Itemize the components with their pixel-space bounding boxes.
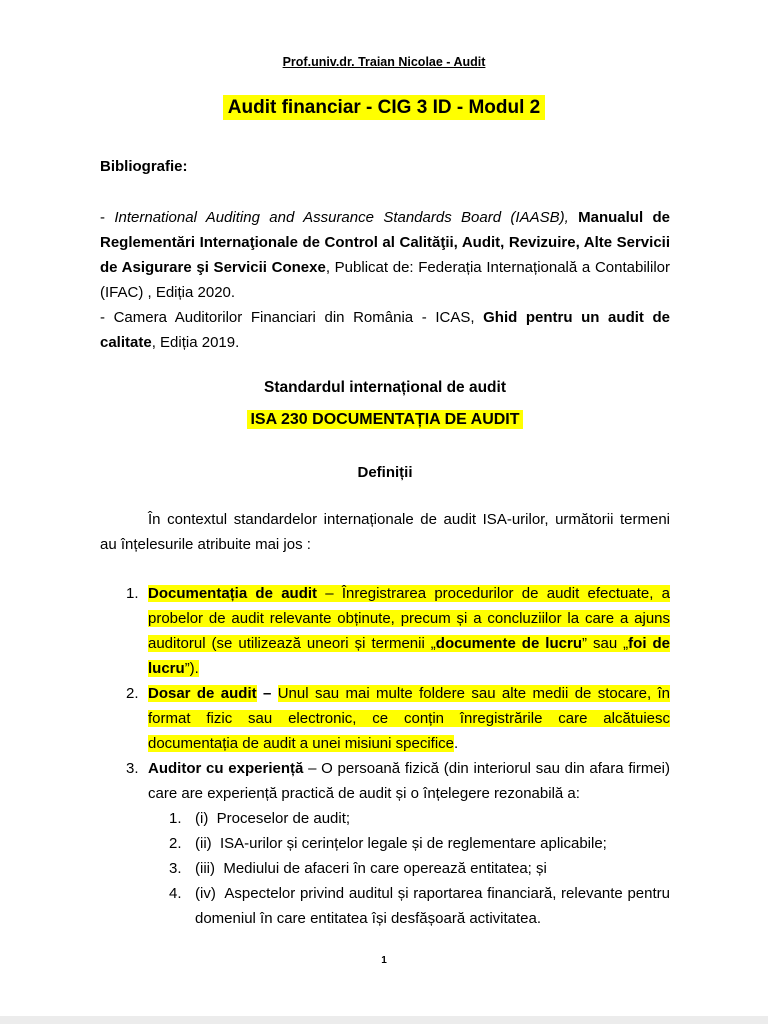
definition-item-3	[100, 756, 675, 931]
bibliography-item-1-publisher: , Publicat de: Federația Internațională a Contabililor (IFAC) , Ediția 2020.	[100, 259, 670, 301]
bibliography-item-2-title: Ghid pentru un audit de calitate	[100, 309, 670, 351]
definition-2-period: .	[454, 735, 459, 752]
bibliography-item-2	[100, 305, 670, 355]
definition-3-number: 3.	[126, 760, 139, 777]
document-title	[0, 95, 768, 121]
page-number: 1	[381, 955, 387, 966]
sub-item-2-text: (ii) ISA-urilor și cerințelor legale și de reglementare aplicabile;	[195, 835, 607, 852]
bibliography-item-2-edition: , Ediția 2019.	[151, 334, 240, 351]
bibliography-item-1	[100, 205, 670, 305]
sub-item-1-text: (i) Proceselor de audit;	[195, 810, 351, 827]
definition-1-emphasis-2: foi de lucru	[148, 635, 671, 677]
document-body	[0, 154, 768, 931]
bibliography-item-2-source: - Camera Auditorilor Financiari din România - ICAS,	[100, 309, 484, 326]
definition-3-text	[148, 756, 675, 931]
definition-1-body-2: ” sau „	[581, 635, 629, 652]
sub-item-4-number: 4.	[169, 885, 182, 902]
intro-paragraph: În contextul standardelor internaționale de audit ISA-urilor, următorii termeni au înțelesurile atribuite mai jos :	[100, 511, 670, 553]
definition-2-text	[148, 681, 670, 756]
bibliography-item-1-source: International Auditing and Assurance Standards Board (IAASB),	[114, 209, 579, 226]
definition-1-body-1: – Înregistrarea procedurilor de audit efectuate, a probelor de audit relevante obținute, precum și a concluziilor la care a ajuns auditorul (se utilizează uneori și termenii „	[148, 585, 670, 652]
sub-item-4-text: (iv) Aspectelor privind auditul și raportarea financiară, relevante pentru domeniul în care entitatea își desfășoară activitatea.	[195, 885, 675, 927]
definition-2-body: Unul sau mai multe foldere sau alte medii de stocare, în format fizic sau electronic, ce conțin înregistrările care alcătuiesc documentația de audit a unei misiuni specifice	[148, 685, 670, 752]
definition-item-1	[100, 581, 670, 681]
sub-item-2-number: 2.	[169, 835, 182, 852]
bibliography-item-1-title: Manualul de Reglementări Internaţionale de Control al Calităţii, Audit, Revizuire, Alte Servicii de Asigurare şi Servicii Conexe	[100, 209, 670, 276]
document-header	[0, 0, 768, 70]
definition-2-number: 2.	[126, 685, 139, 702]
definitions-heading: Definiții	[357, 464, 413, 481]
definition-3-body: – O persoană fizică (din interiorul sau din afara firmei) care are experiență practică de audit și o înțelegere rezonabilă a:	[148, 760, 671, 802]
document-title-text: Audit financiar - CIG 3 ID - Modul 2	[223, 95, 545, 120]
definition-3-term: Auditor cu experiență	[148, 760, 304, 777]
sub-item-3-text: (iii) Mediului de afaceri în care operează entitatea; și	[195, 860, 547, 877]
definition-2-term: Dosar de audit	[148, 685, 257, 702]
sub-item-2	[148, 831, 670, 856]
definition-1-body-3: ”).	[184, 660, 199, 677]
definition-3-sublist	[148, 806, 675, 931]
bibliography-heading: Bibliografie:	[100, 158, 188, 175]
definition-2-dash: –	[256, 685, 278, 702]
definition-1-term: Documentația de audit	[148, 585, 318, 602]
isa-heading	[100, 407, 670, 432]
definition-1-emphasis-1: documente de lucru	[435, 635, 582, 652]
bibliography-item-1-dash: -	[100, 209, 115, 226]
isa-heading-text: ISA 230 DOCUMENTAȚIA DE AUDIT	[247, 410, 522, 429]
sub-item-3	[148, 856, 670, 881]
sub-item-1-number: 1.	[169, 810, 182, 827]
header-text: Prof.univ.dr. Traian Nicolae - Audit	[282, 55, 486, 69]
sub-item-4	[148, 881, 675, 931]
definitions-list	[100, 581, 675, 931]
definition-1-number: 1.	[126, 585, 139, 602]
definition-item-2	[100, 681, 670, 756]
standard-heading: Standardul internațional de audit	[264, 379, 506, 396]
sub-item-3-number: 3.	[169, 860, 182, 877]
sub-item-1	[148, 806, 670, 831]
definition-1-text	[148, 581, 670, 681]
